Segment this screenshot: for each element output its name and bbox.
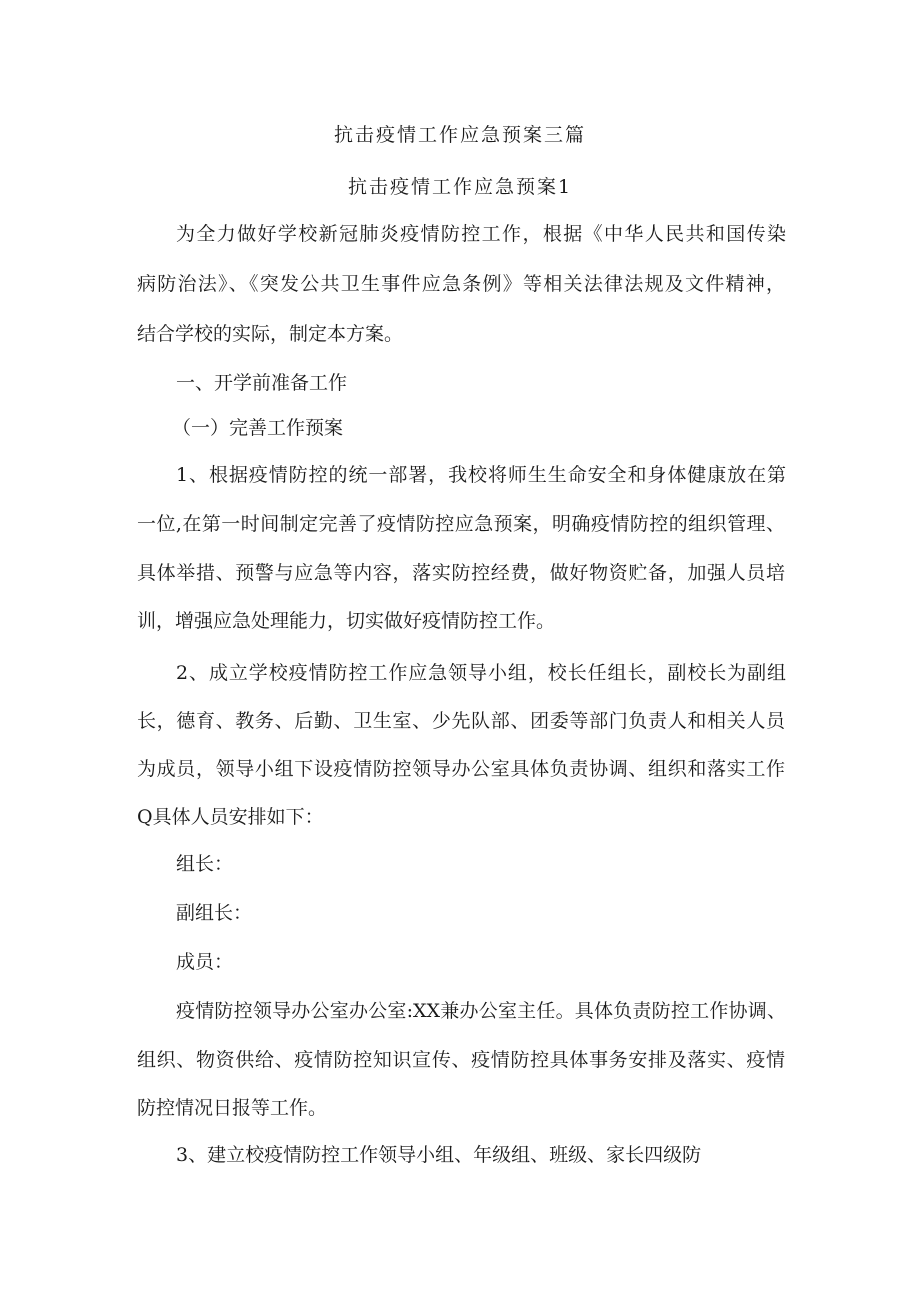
roster-members: 成员： (176, 951, 234, 973)
roster-leader: 组长： (176, 853, 234, 875)
document-subtitle: 抗击疫情工作应急预案1 (347, 176, 573, 198)
subsection-heading: （一）完善工作预案 (172, 417, 344, 439)
paragraph-line: 长，德育、教务、后勤、卫生室、少先队部、团委等部门负责人和相关人员 (137, 710, 785, 732)
document-title: 抗击疫情工作应急预案三篇 (333, 124, 586, 146)
paragraph-line: 1、根据疫情防控的统一部署，我校将师生生命安全和身体健康放在第 (176, 464, 786, 486)
paragraph-line: 结合学校的实际，制定本方案。 (137, 323, 404, 345)
paragraph-line: 为全力做好学校新冠肺炎疫情防控工作，根据《中华人民共和国传染 (176, 223, 786, 245)
paragraph-line: 为成员，领导小组下设疫情防控领导办公室具体负责协调、组织和落实工作 (137, 758, 785, 780)
paragraph-line: 训，增强应急处理能力，切实做好疫情防控工作。 (137, 610, 556, 632)
paragraph-line: 病防治法》、《突发公共卫生事件应急条例》等相关法律法规及文件精神， (137, 273, 785, 295)
paragraph-line: 组织、物资供给、疫情防控知识宣传、疫情防控具体事务安排及落实、疫情 (137, 1049, 785, 1071)
roster-deputy-leader: 副组长： (176, 902, 253, 924)
paragraph-line: 疫情防控领导办公室办公室:XX兼办公室主任。具体负责防控工作协调、 (176, 1000, 786, 1022)
section-heading: 一、开学前准备工作 (176, 372, 348, 394)
paragraph-line: 防控情况日报等工作。 (137, 1097, 328, 1119)
paragraph-line: Q具体人员安排如下： (137, 806, 324, 828)
paragraph-line: 2、成立学校疫情防控工作应急领导小组，校长任组长，副校长为副组 (176, 662, 786, 684)
paragraph-line: 3、建立校疫情防控工作领导小组、年级组、班级、家长四级防 (176, 1144, 702, 1166)
paragraph-line: 一位,在第一时间制定完善了疫情防控应急预案，明确疫情防控的组织管理、 (137, 513, 785, 535)
paragraph-line: 具体举措、预警与应急等内容，落实防控经费，做好物资贮备，加强人员培 (137, 562, 785, 584)
